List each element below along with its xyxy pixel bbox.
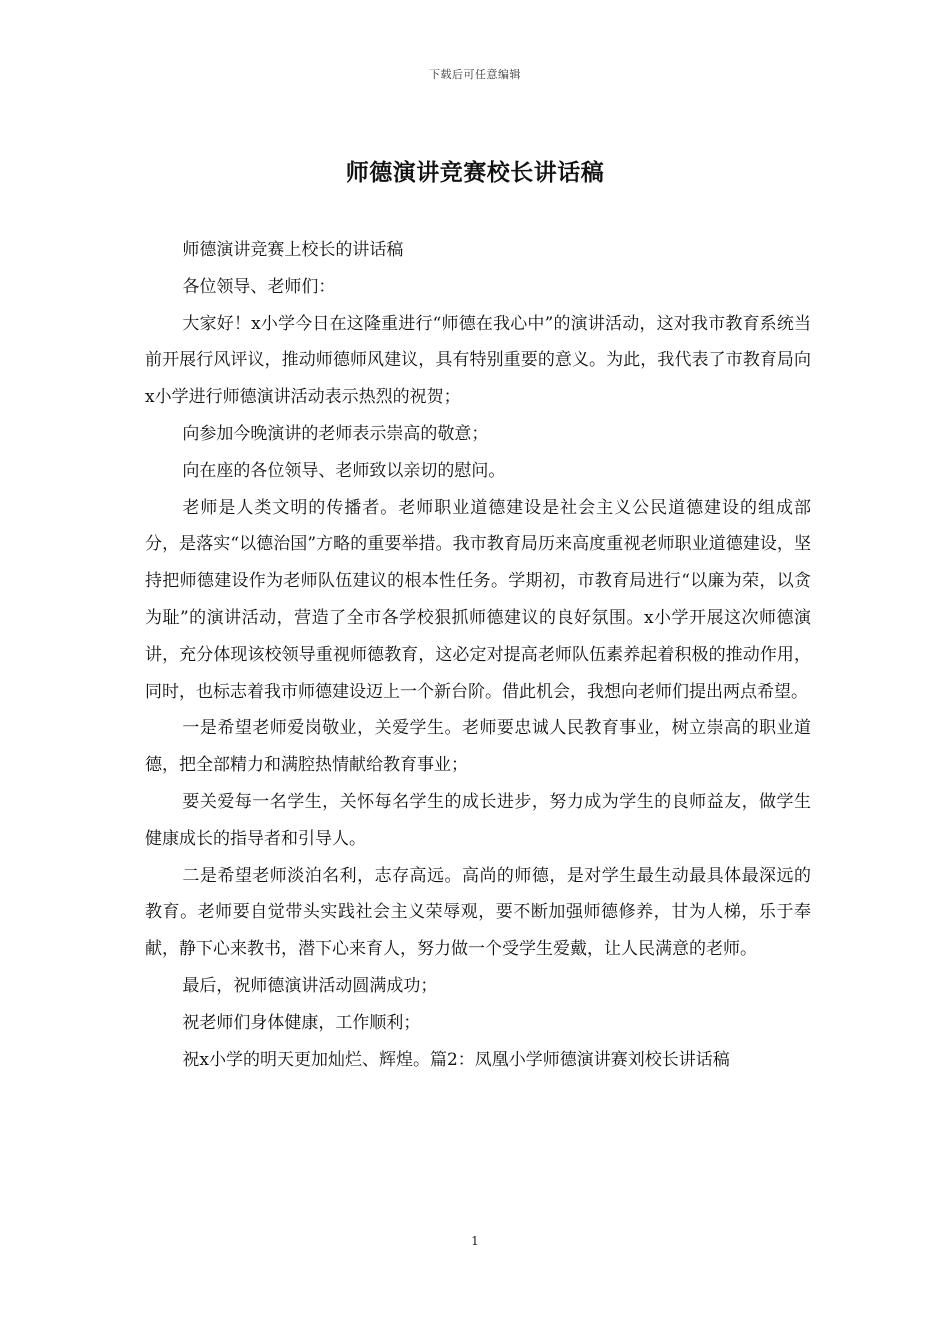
paragraph: 要关爱每一名学生，关怀每名学生的成长进步，努力成为学生的良师益友，做学生健康成长的指导者和引导人。 <box>145 791 811 849</box>
paragraph-salutation: 各位领导、老师们： <box>182 276 336 297</box>
document-body <box>145 232 811 1078</box>
paragraph: 二是希望老师淡泊名利，志存高远。高尚的师德，是对学生最生动最具体最深远的教育。老师要自觉带头实践社会主义荣辱观，要不断加强师德修养，甘为人梯，乐于奉献，静下心来教书，潜下心来育人，努力做一个受学生爱戴，让人民满意的老师。 <box>145 865 811 960</box>
paragraph: 最后，祝师德演讲活动圆满成功； <box>182 975 438 996</box>
page-number: 1 <box>471 1234 479 1248</box>
document-title: 师德演讲竞赛校长讲话稿 <box>345 159 605 186</box>
paragraph: 祝老师们身体健康，工作顺利； <box>182 1012 421 1033</box>
header-note: 下载后可任意编辑 <box>429 68 521 81</box>
paragraph: 一是希望老师爱岗敬业，关爱学生。老师要忠诚人民教育事业，树立崇高的职业道德，把全部精力和满腔热情献给教育事业； <box>145 718 811 776</box>
paragraph: 老师是人类文明的传播者。老师职业道德建设是社会主义公民道德建设的组成部分，是落实“以德治国”方略的重要举措。我市教育局历来高度重视老师职业道德建设，坚持把师德建设作为老师队伍建议的根本性任务。学期初，市教育局进行“以廉为荣，以贪为耻”的演讲活动，营造了全市各学校狠抓师德建议的良好氛围。x小学开展这次师德演讲，充分体现该校领导重视师德教育，这必定对提高老师队伍素养起着积极的推动作用，同时，也标志着我市师德建设迈上一个新台阶。借此机会，我想向老师们提出两点希望。 <box>145 497 811 702</box>
paragraph-subtitle: 师德演讲竞赛上校长的讲话稿 <box>182 240 404 260</box>
paragraph: 祝x小学的明天更加灿烂、辉煌。篇2：凤凰小学师德演讲赛刘校长讲话稿 <box>182 1049 730 1070</box>
paragraph: 向参加今晚演讲的老师表示崇高的敬意； <box>182 423 489 444</box>
paragraph: 向在座的各位领导、老师致以亲切的慰问。 <box>182 460 506 481</box>
paragraph: 大家好！x小学今日在这隆重进行“师德在我心中”的演讲活动，这对我市教育系统当前开展行风评议，推动师德师风建议，具有特别重要的意义。为此，我代表了市教育局向x小学进行师德演讲活动表示热烈的祝贺； <box>145 313 811 408</box>
